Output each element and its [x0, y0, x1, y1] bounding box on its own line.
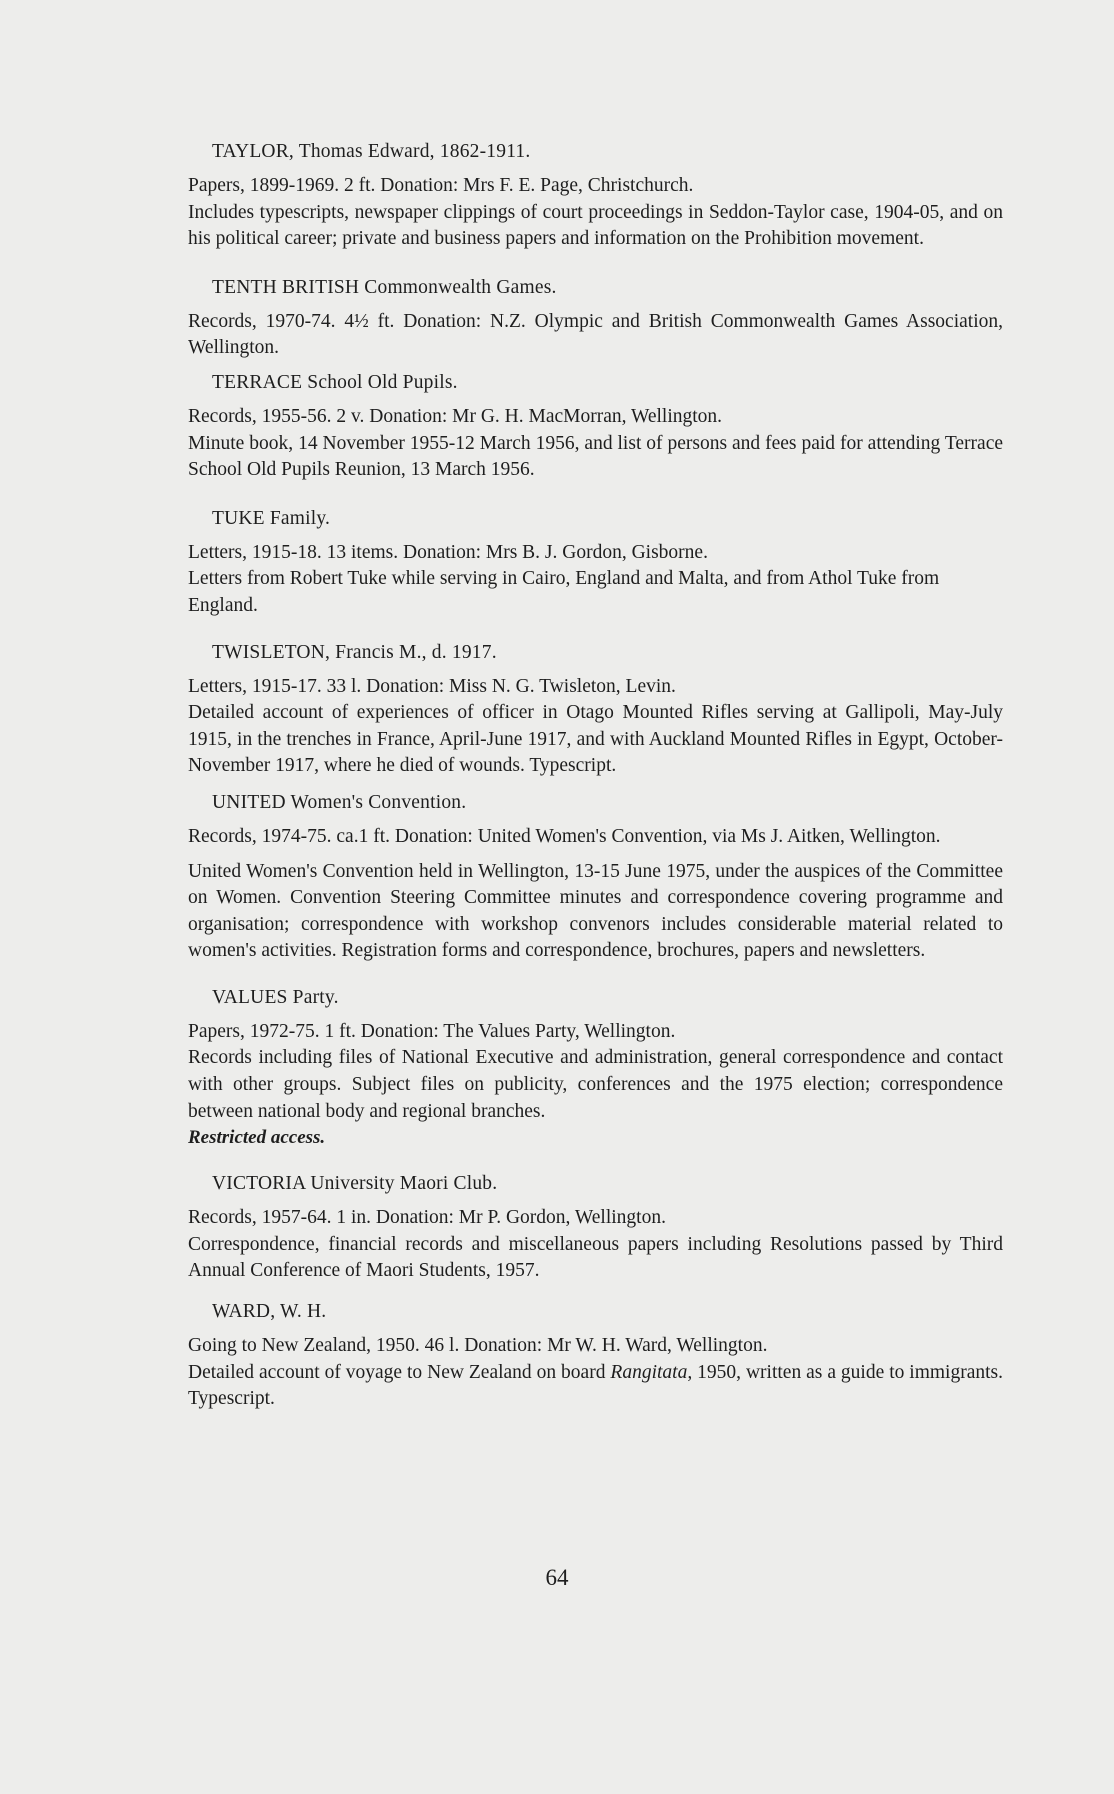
- entry-tenth-british: [188, 275, 1003, 362]
- entry-heading: TERRACE School Old Pupils.: [212, 371, 458, 393]
- entry-description: Detailed account of experiences of officer in Otago Mounted Rifles serving at Gallipoli, May-July 1915, in the trenches in France, April-June 1917, and with Auckland Mounted Rifles in Egypt, October-November 1917, where he died of wounds. Typescript.: [188, 702, 1003, 777]
- entry-united-womens: [188, 790, 1003, 965]
- entry-heading: TENTH BRITISH Commonwealth Games.: [212, 276, 557, 298]
- entry-description: Includes typescripts, newspaper clippings of court proceedings in Seddon-Taylor case, 1904-05, and on his political career; private and business papers and information on the Prohibition movement.: [188, 201, 1003, 250]
- entry-summary: Records, 1974-75. ca.1 ft. Donation: United Women's Convention, via Ms J. Aitken, Wellington.: [188, 825, 941, 847]
- entry-description: Detailed account of voyage to New Zealand on board Rangitata, 1950, written as a guide to immigrants. Typescript.: [188, 1361, 1003, 1410]
- entry-summary: Records, 1970-74. 4½ ft. Donation: N.Z. Olympic and British Commonwealth Games Association, Wellington.: [188, 310, 1003, 359]
- entry-terrace: [188, 370, 1003, 484]
- entry-heading: TUKE Family.: [212, 507, 331, 529]
- entry-heading: UNITED Women's Convention.: [212, 791, 467, 813]
- entry-description: Correspondence, financial records and miscellaneous papers including Resolutions passed by Third Annual Conference of Maori Students, 1957.: [188, 1233, 1003, 1282]
- entry-heading: VALUES Party.: [212, 986, 339, 1008]
- entry-summary: Papers, 1972-75. 1 ft. Donation: The Values Party, Wellington.: [188, 1020, 676, 1042]
- entry-summary: Letters, 1915-18. 13 items. Donation: Mrs B. J. Gordon, Gisborne.: [188, 541, 708, 563]
- entry-summary: Papers, 1899-1969. 2 ft. Donation: Mrs F. E. Page, Christchurch.: [188, 175, 694, 196]
- entry-ward: [188, 1299, 1003, 1413]
- entry-heading: VICTORIA University Maori Club.: [212, 1173, 498, 1195]
- ship-name: Rangitata,: [610, 1361, 693, 1383]
- entry-heading: TAYLOR, Thomas Edward, 1862-1911.: [212, 141, 531, 162]
- entry-description: Letters from Robert Tuke while serving in Cairo, England and Malta, and from Athol Tuke from England.: [188, 568, 940, 616]
- restricted-access-note: Restricted access.: [188, 1127, 326, 1149]
- page-number: 64: [545, 1565, 569, 1590]
- entry-description: Minute book, 14 November 1955-12 March 1956, and list of persons and fees paid for attending Terrace School Old Pupils Reunion, 13 March 1956.: [188, 432, 1003, 481]
- entry-values-party: [188, 985, 1003, 1151]
- entry-summary: Records, 1957-64. 1 in. Donation: Mr P. Gordon, Wellington.: [188, 1207, 666, 1229]
- entry-heading: TWISLETON, Francis M., d. 1917.: [212, 641, 497, 663]
- entry-taylor: [188, 139, 1003, 253]
- entry-summary: Records, 1955-56. 2 v. Donation: Mr G. H. MacMorran, Wellington.: [188, 405, 723, 427]
- catalogue-entries: [188, 139, 1003, 1413]
- entry-victoria-university: [188, 1171, 1003, 1285]
- entry-tuke: [188, 506, 1003, 620]
- entry-twisleton: [188, 640, 1003, 780]
- entry-description: Records including files of National Executive and administration, general correspondence and contact with other groups. Subject files on publicity, conferences and the 1975 election; correspondence between national body and regional branches.: [188, 1047, 1003, 1122]
- entry-description: United Women's Convention held in Wellington, 13-15 June 1975, under the auspices of the Committee on Women. Convention Steering Committee minutes and correspondence covering programme and organisation; correspondence with workshop convenors includes considerable material related to women's activities. Registration forms and correspondence, brochures, papers and newsletters.: [188, 860, 1003, 962]
- entry-summary: Letters, 1915-17. 33 l. Donation: Miss N. G. Twisleton, Levin.: [188, 675, 676, 697]
- entry-heading: WARD, W. H.: [212, 1301, 327, 1323]
- entry-summary: Going to New Zealand, 1950. 46 l. Donation: Mr W. H. Ward, Wellington.: [188, 1335, 768, 1357]
